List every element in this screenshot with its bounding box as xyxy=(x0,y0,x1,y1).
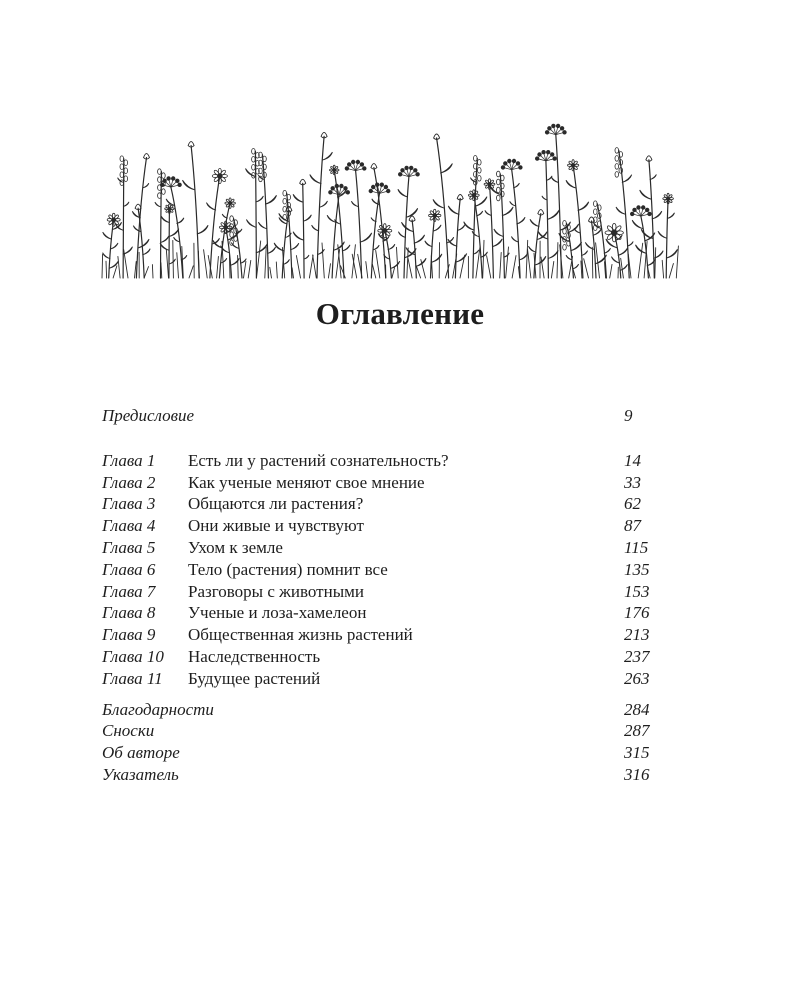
chapter-label: Глава 5 xyxy=(102,537,156,557)
chapter-label: Глава 2 xyxy=(102,472,156,492)
chapter-label: Глава 4 xyxy=(102,516,156,536)
chapter-label: Глава 6 xyxy=(102,559,156,579)
toc-chapter-row[interactable] xyxy=(102,668,662,690)
toc-page-number: 115 xyxy=(624,537,649,557)
toc-backmatter-row[interactable] xyxy=(102,699,662,721)
chapter-label: Глава 8 xyxy=(102,603,156,623)
toc-chapter-row[interactable] xyxy=(102,472,662,494)
chapter-label: Глава 1 xyxy=(102,450,156,470)
chapter-title: Будущее растений xyxy=(188,668,321,688)
chapter-title: Разговоры с животными xyxy=(188,581,364,601)
toc-page-number: 14 xyxy=(624,450,641,470)
toc-page-number: 153 xyxy=(624,581,650,601)
chapter-title: Как ученые меняют свое мнение xyxy=(188,472,425,492)
toc-entry-label: Сноски xyxy=(102,721,155,741)
page-title: Оглавление xyxy=(315,296,485,331)
chapter-title: Они живые и чувствуют xyxy=(188,516,364,536)
chapter-title: Ухом к земле xyxy=(188,537,283,557)
toc-page-number: 315 xyxy=(624,743,650,763)
toc-page-number: 87 xyxy=(624,516,641,536)
wildflower-meadow-icon xyxy=(100,122,680,282)
toc-entry-label: Указатель xyxy=(102,764,179,784)
toc-backmatter-row[interactable] xyxy=(102,720,662,742)
chapter-title: Наследственность xyxy=(188,646,321,666)
toc-chapter-row[interactable] xyxy=(102,493,662,515)
toc-backmatter-row[interactable] xyxy=(102,742,662,764)
back-matter-list xyxy=(102,699,662,786)
toc-backmatter-row[interactable] xyxy=(102,764,662,786)
chapter-label: Глава 3 xyxy=(102,494,156,514)
toc-entry-label: Благодарности xyxy=(102,699,214,719)
chapter-list xyxy=(102,450,662,690)
chapter-title: Общественная жизнь растений xyxy=(188,625,413,645)
chapter-title: Тело (растения) помнит все xyxy=(188,559,388,579)
toc-page-number: 287 xyxy=(624,721,650,741)
toc-page-number: 62 xyxy=(624,494,641,514)
toc-chapter-row[interactable] xyxy=(102,646,662,668)
chapter-title: Есть ли у растений сознательность? xyxy=(188,450,449,470)
toc-chapter-row[interactable] xyxy=(102,624,662,646)
toc-page-number: 9 xyxy=(624,406,633,425)
toc-page-number: 135 xyxy=(624,559,650,579)
chapter-label: Глава 11 xyxy=(102,668,163,688)
table-of-contents xyxy=(102,405,662,786)
toc-page-number: 33 xyxy=(624,472,641,492)
chapter-title: Общаются ли растения? xyxy=(188,494,364,514)
chapter-title: Ученые и лоза-хамелеон xyxy=(188,603,367,623)
toc-chapter-row[interactable] xyxy=(102,450,662,472)
toc-chapter-row[interactable] xyxy=(102,581,662,603)
toc-entry-label: Об авторе xyxy=(102,743,180,763)
toc-page-number: 316 xyxy=(624,764,650,784)
toc-preface-row[interactable] xyxy=(102,405,662,427)
toc-page-number: 237 xyxy=(624,646,650,666)
toc-page-number: 263 xyxy=(624,668,650,688)
toc-chapter-row[interactable] xyxy=(102,559,662,581)
toc-chapter-row[interactable] xyxy=(102,537,662,559)
toc-chapter-row[interactable] xyxy=(102,602,662,624)
chapter-label: Глава 7 xyxy=(102,581,156,601)
toc-chapter-row[interactable] xyxy=(102,515,662,537)
toc-page-number: 284 xyxy=(624,699,650,719)
toc-page-number: 213 xyxy=(624,625,650,645)
chapter-label: Глава 9 xyxy=(102,625,156,645)
toc-entry-label: Предисловие xyxy=(102,406,195,425)
chapter-label: Глава 10 xyxy=(102,646,164,666)
toc-page-number: 176 xyxy=(624,603,650,623)
